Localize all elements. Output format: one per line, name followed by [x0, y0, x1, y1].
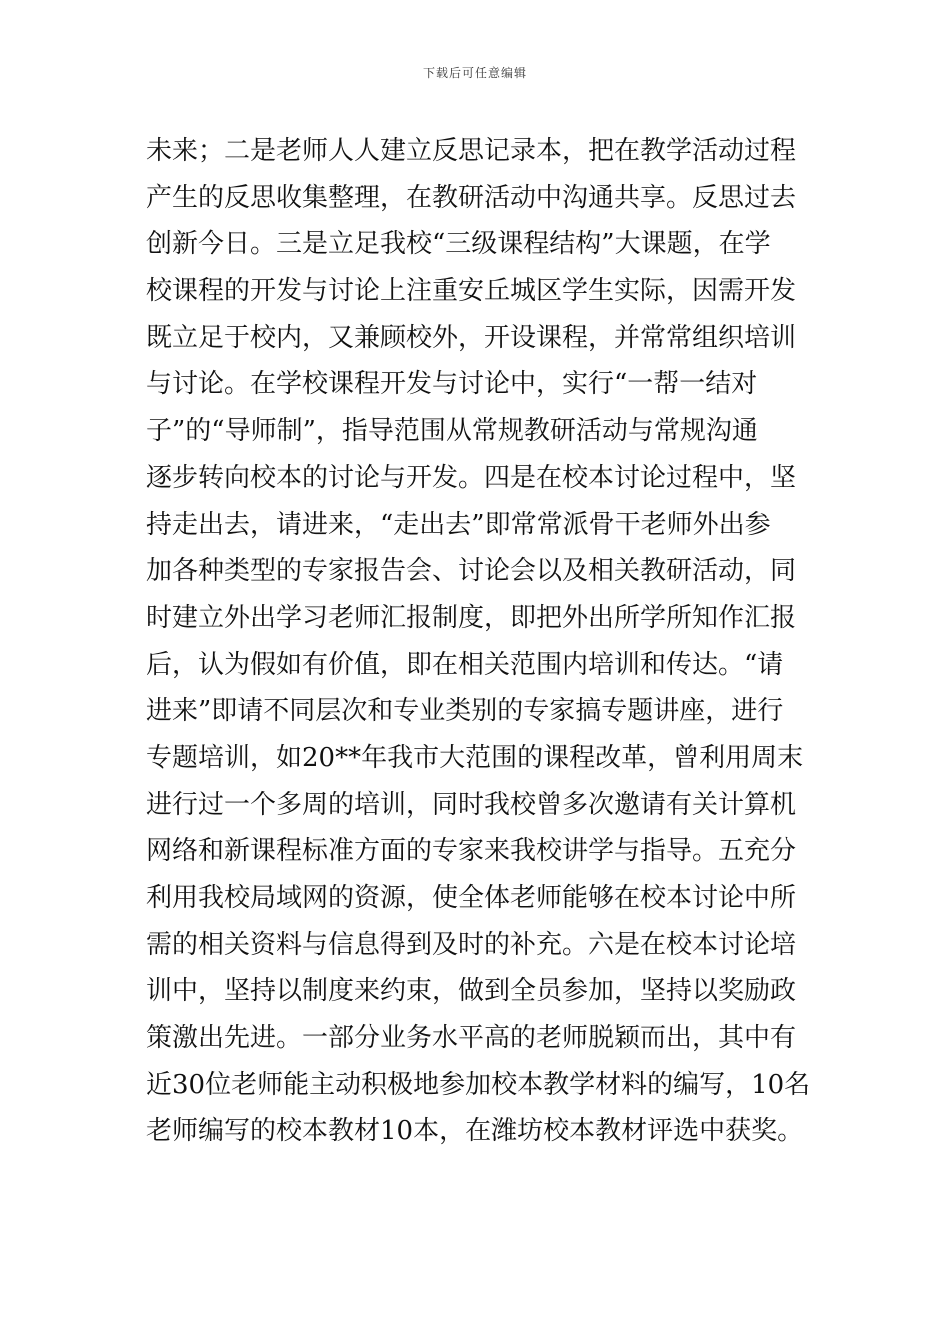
- text-line: 未来；二是老师人人建立反思记录本，把在教学活动过程: [146, 136, 797, 166]
- text-line: 逐步转向校本的讨论与开发。四是在校本讨论过程中，坚: [146, 462, 797, 493]
- text-line: 策激出先进。一部分业务水平高的老师脱颖而出，其中有: [146, 1023, 797, 1054]
- text-line: 利用我校局域网的资源，使全体老师能够在校本讨论中所: [146, 883, 797, 913]
- text-line: 近30位老师能主动积极地参加校本教学材料的编写，10名: [146, 1069, 811, 1100]
- text-line: 老师编写的校本教材10本，在潍坊校本教材评选中获奖。: [146, 1116, 804, 1147]
- text-line: 训中，坚持以制度来约束，做到全员参加，坚持以奖励政: [146, 976, 797, 1007]
- text-line: 与讨论。在学校课程开发与讨论中，实行“一帮一结对: [146, 369, 758, 400]
- text-line: 需的相关资料与信息得到及时的补充。六是在校本讨论培: [146, 929, 797, 960]
- text-line: 子”的“导师制”，指导范围从常规教研活动与常规沟通: [146, 416, 758, 447]
- page-header: 下载后可任意编辑: [422, 66, 527, 80]
- text-line: 专题培训，如20**年我市大范围的课程改革，曾利用周末: [146, 742, 804, 773]
- text-line: 进来”即请不同层次和专业类别的专家搞专题讲座，进行: [146, 696, 784, 727]
- text-line: 后，认为假如有价值，即在相关范围内培训和传达。“请: [146, 649, 784, 680]
- text-line: 持走出去，请进来，“走出去”即常常派骨干老师外出参: [146, 509, 771, 540]
- text-line: 既立足于校内，又兼顾校外，开设课程，并常常组织培训: [146, 322, 797, 353]
- text-line: 产生的反思收集整理，在教研活动中沟通共享。反思过去: [146, 182, 797, 213]
- text-line: 进行过一个多周的培训，同时我校曾多次邀请有关计算机: [146, 789, 797, 820]
- text-line: 校课程的开发与讨论上注重安丘城区学生实际，因需开发: [146, 276, 797, 307]
- text-line: 网络和新课程标准方面的专家来我校讲学与指导。五充分: [146, 836, 797, 867]
- body-text: [146, 128, 816, 1155]
- text-line: 加各种类型的专家报告会、讨论会以及相关教研活动，同: [146, 556, 797, 587]
- text-line: 创新今日。三是立足我校“三级课程结构”大课题，在学: [146, 229, 771, 260]
- text-line: 时建立外出学习老师汇报制度，即把外出所学所知作汇报: [146, 602, 797, 633]
